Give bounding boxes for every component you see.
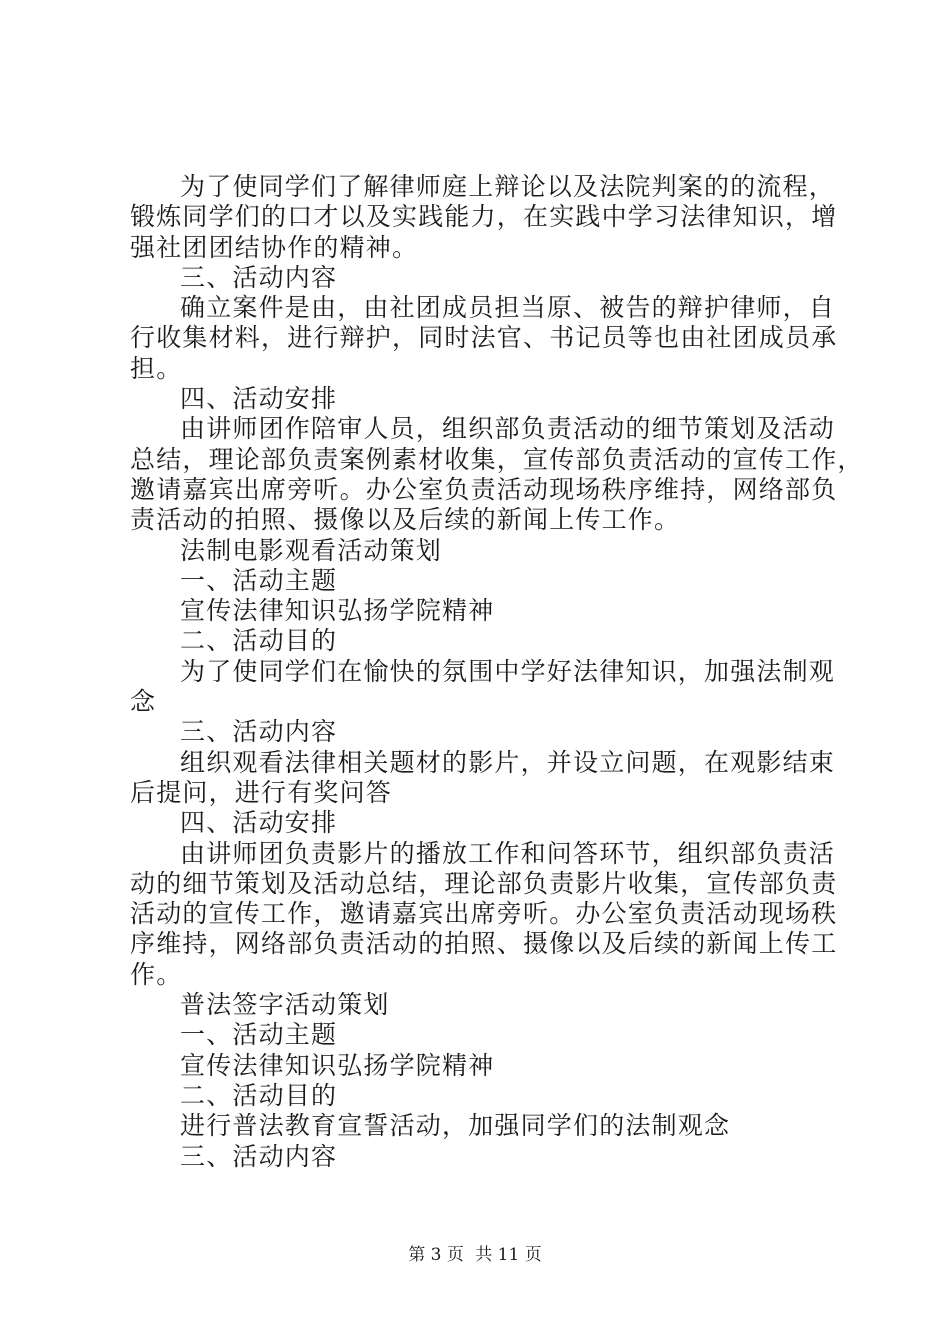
text-line: 序维持，网络部负责活动的拍照、摄像以及后续的新闻上传工 <box>130 929 838 959</box>
text-line: 担。 <box>130 353 183 383</box>
text-line: 四、活动安排 <box>180 384 338 414</box>
text-line: 为了使同学们在愉快的氛围中学好法律知识，加强法制观 <box>180 656 836 686</box>
text-line: 宣传法律知识弘扬学院精神 <box>180 596 495 626</box>
text-line: 邀请嘉宾出席旁听。办公室负责活动现场秩序维持，网络部负 <box>130 474 838 504</box>
document-body <box>130 172 864 1172</box>
text-line: 由讲师团负责影片的播放工作和问答环节，组织部负责活 <box>180 838 836 868</box>
text-line: 普法签字活动策划 <box>180 990 390 1020</box>
text-line: 法制电影观看活动策划 <box>180 535 443 565</box>
text-line: 行收集材料，进行辩护，同时法官、书记员等也由社团成员承 <box>130 323 838 353</box>
text-line: 念 <box>130 687 157 717</box>
text-line: 二、活动目的 <box>180 1080 338 1110</box>
text-line: 四、活动安排 <box>180 808 338 838</box>
text-line: 后提问，进行有奖问答 <box>130 777 393 807</box>
text-line: 为了使同学们了解律师庭上辩论以及法院判案的的流程， <box>180 172 836 201</box>
text-line: 锻炼同学们的口才以及实践能力，在实践中学习法律知识，增 <box>130 202 838 232</box>
text-line: 一、活动主题 <box>180 565 338 595</box>
total-pages: 共 11 页 <box>475 1245 542 1265</box>
text-line: 确立案件是由，由社团成员担当原、被告的辩护律师，自 <box>180 293 836 323</box>
text-line: 总结，理论部负责案例素材收集，宣传部负责活动的宣传工作， <box>130 444 864 474</box>
text-line: 三、活动内容 <box>180 262 338 292</box>
text-line: 动的细节策划及活动总结，理论部负责影片收集，宣传部负责 <box>130 868 838 898</box>
text-line: 责活动的拍照、摄像以及后续的新闻上传工作。 <box>130 505 681 535</box>
text-line: 由讲师团作陪审人员，组织部负责活动的细节策划及活动 <box>180 414 836 444</box>
text-line: 作。 <box>130 959 183 989</box>
text-line: 二、活动目的 <box>180 626 338 656</box>
text-line: 宣传法律知识弘扬学院精神 <box>180 1050 495 1080</box>
text-line: 三、活动内容 <box>180 1141 338 1171</box>
page-number: 第 3 页 <box>408 1245 464 1265</box>
page-footer <box>0 1244 950 1266</box>
text-line: 一、活动主题 <box>180 1020 338 1050</box>
text-line: 三、活动内容 <box>180 717 338 747</box>
text-line: 进行普法教育宣誓活动，加强同学们的法制观念 <box>180 1111 731 1141</box>
text-line: 组织观看法律相关题材的影片，并设立问题，在观影结束 <box>180 747 836 777</box>
text-line: 活动的宣传工作，邀请嘉宾出席旁听。办公室负责活动现场秩 <box>130 899 838 929</box>
text-line: 强社团团结协作的精神。 <box>130 232 419 262</box>
